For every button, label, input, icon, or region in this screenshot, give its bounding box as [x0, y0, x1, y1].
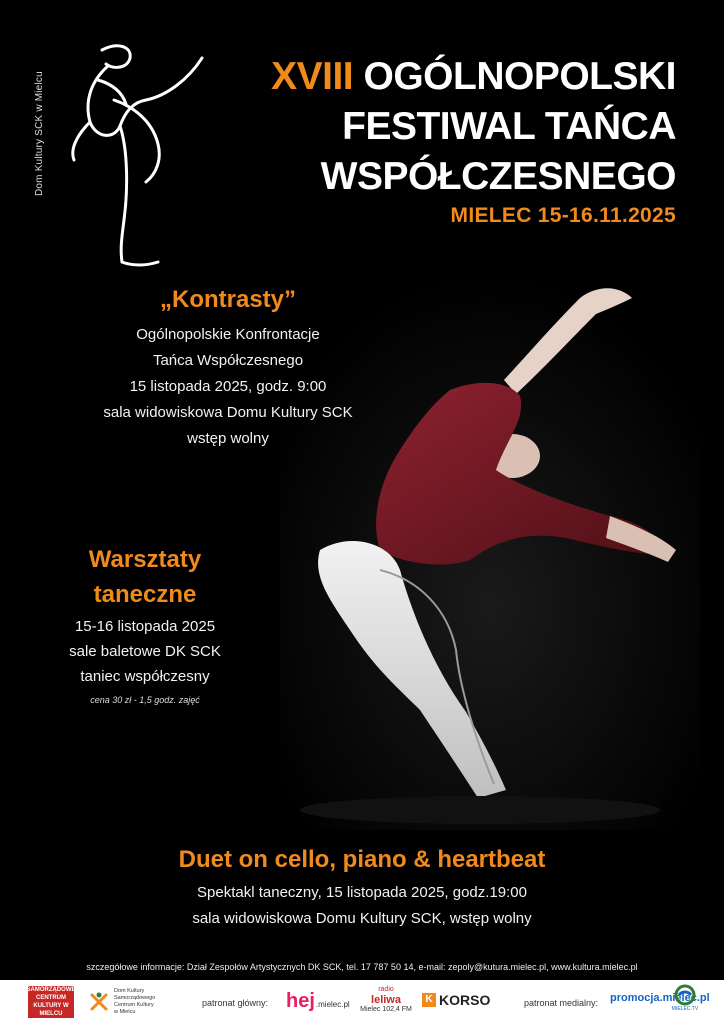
duet-details — [0, 880, 724, 932]
dk-logo-line: Centrum Kultury — [114, 1002, 154, 1008]
dk-logo-line: w Mielcu — [114, 1009, 136, 1015]
radio-leliwa-logo — [360, 986, 412, 1018]
hej-mielec-logo — [286, 990, 350, 1013]
edition-number: XVIII — [271, 55, 354, 98]
kontrasty-section — [58, 280, 398, 452]
mielec-tv-icon — [674, 984, 696, 1006]
hej-logo-domain: .mielec.pl — [315, 1000, 350, 1009]
warsztaty-heading-2: taneczne — [93, 581, 197, 608]
dk-dancer-icon — [88, 991, 110, 1013]
dk-logo — [88, 986, 155, 1018]
kontrasty-heading: „Kontrasty” — [159, 286, 297, 313]
duet-line: Spektakl taneczny, 15 listopada 2025, godz.19:00 — [197, 884, 527, 901]
title-line-1-text: OGÓLNOPOLSKI — [363, 55, 676, 98]
duet-heading: Duet on cello, piano & heartbeat — [178, 846, 546, 873]
contact-info: szczegółowe informacje: Dział Zespołów Artystycznych DK SCK, tel. 17 787 50 14, e-mail: zepoly@kutura.mielec.pl, www.kultura.mielec.pl — [86, 962, 638, 972]
dk-logo-text — [114, 988, 155, 1016]
hej-logo-text: hej — [286, 990, 315, 1012]
warsztaty-details — [40, 614, 250, 689]
sck-logo — [28, 986, 74, 1018]
duet-section — [0, 840, 724, 932]
radio-logo-name: leliwa — [371, 994, 401, 1006]
title-line-2: FESTIWAL TAŃCA — [342, 105, 676, 148]
radio-logo-line: radio — [378, 986, 394, 993]
korso-k-icon: K — [422, 993, 436, 1007]
patronat-medialny-label: patronat medialny: — [524, 998, 599, 1008]
radio-logo-freq: Mielec 102,4 FM — [360, 1006, 412, 1013]
side-text: Dom Kultury SCK w Mielcu — [34, 71, 45, 196]
kontrasty-line: sala widowiskowa Domu Kultury SCK — [103, 404, 353, 421]
dancer-logo-icon — [62, 40, 212, 270]
warsztaty-price: cena 30 zł - 1,5 godz. zajęć — [90, 695, 200, 705]
warsztaty-line: sale baletowe DK SCK — [69, 643, 221, 660]
warsztaty-section — [40, 544, 250, 705]
kontrasty-line: wstęp wolny — [187, 430, 269, 447]
mielec-tv-text: MIELEC.TV — [671, 1006, 699, 1012]
kontrasty-details — [58, 322, 398, 452]
patronat-glowny-label: patronat główny: — [202, 998, 269, 1008]
duet-line: sala widowiskowa Domu Kultury SCK, wstęp wolny — [192, 910, 532, 927]
title-line-3: WSPÓŁCZESNEGO — [320, 155, 676, 198]
sponsor-footer — [0, 980, 724, 1024]
festival-title — [271, 52, 676, 228]
dk-logo-line: Dom Kultury — [114, 988, 145, 994]
kontrasty-line: Ogólnopolskie Konfrontacje — [136, 326, 320, 343]
festival-date: MIELEC 15-16.11.2025 — [450, 204, 676, 227]
warsztaty-line: 15-16 listopada 2025 — [74, 618, 216, 635]
korso-logo — [422, 992, 490, 1008]
promocja-logo-text: promocja.mielec.pl — [610, 992, 710, 1004]
title-line-1 — [271, 52, 676, 102]
warsztaty-line: taniec współczesny — [80, 668, 210, 685]
mielec-tv-logo — [670, 984, 700, 1020]
warsztaty-heading-1: Warsztaty — [88, 546, 202, 573]
kontrasty-line: Tańca Współczesnego — [152, 352, 304, 369]
sck-logo-text: SAMORZĄDOWE CENTRUM KULTURY W MIELCU — [26, 987, 76, 1017]
dk-logo-line: Samorządowego — [114, 995, 156, 1001]
korso-logo-text: KORSO — [439, 992, 491, 1008]
kontrasty-line: 15 listopada 2025, godz. 9:00 — [129, 378, 327, 395]
